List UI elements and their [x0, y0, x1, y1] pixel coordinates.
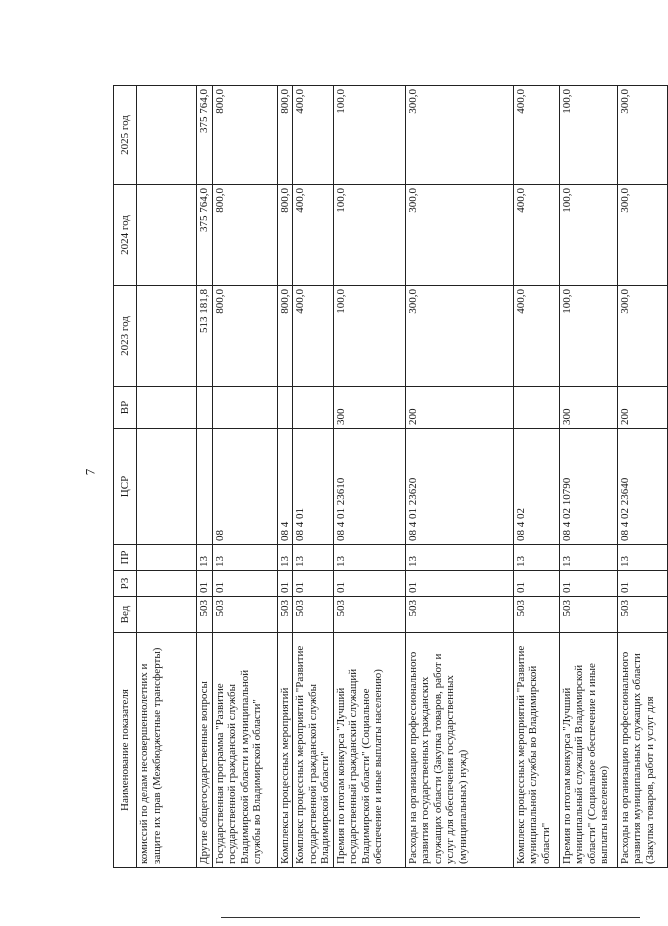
- table-row: [277, 86, 293, 868]
- cell-name: Государственная программа "Развитие государственной гражданской службы Владимирской области и муниципальной службы во Владимирской области": [212, 633, 277, 868]
- cell-ved: [137, 597, 197, 633]
- cell-2023: 400,0: [293, 286, 334, 387]
- cell-ved: 503: [513, 597, 559, 633]
- cell-vr: [212, 387, 277, 429]
- cell-2025: 300,0: [405, 86, 513, 185]
- cell-vr: [137, 387, 197, 429]
- cell-name: Комплексы процессных мероприятий: [277, 633, 293, 868]
- header-csr: ЦСР: [114, 429, 137, 545]
- cell-ved: 503: [405, 597, 513, 633]
- budget-table-container: [113, 86, 656, 868]
- cell-vr: 200: [617, 387, 667, 429]
- cell-rz: 01: [293, 571, 334, 597]
- cell-2023: 800,0: [212, 286, 277, 387]
- cell-vr: 300: [559, 387, 617, 429]
- cell-vr: [197, 387, 213, 429]
- cell-csr: 08 4: [277, 429, 293, 545]
- cell-rz: [137, 571, 197, 597]
- cell-vr: [277, 387, 293, 429]
- cell-vr: 200: [405, 387, 513, 429]
- cell-2023: 100,0: [559, 286, 617, 387]
- cell-name: Расходы на организацию профессионального развития государственных гражданских служащих области (Закупка товаров, работ и услуг для обеспечения государственных (муниципальных) нужд): [405, 633, 513, 868]
- table-row: [405, 86, 513, 868]
- cell-csr: 08 4 02 23640: [617, 429, 667, 545]
- cell-rz: 01: [212, 571, 277, 597]
- cell-pr: 13: [405, 545, 513, 571]
- cell-2024: [137, 185, 197, 286]
- cell-2024: 100,0: [333, 185, 405, 286]
- cell-rz: 01: [277, 571, 293, 597]
- cell-rz: 01: [617, 571, 667, 597]
- cell-ved: 503: [333, 597, 405, 633]
- cell-pr: 13: [212, 545, 277, 571]
- table-row: [137, 86, 197, 868]
- header-2025: 2025 год: [114, 86, 137, 185]
- cell-pr: 13: [617, 545, 667, 571]
- cell-pr: 13: [277, 545, 293, 571]
- table-row: [293, 86, 334, 868]
- cell-name: Премия по итогам конкурса "Лучший государственный гражданский служащий Владимирской области" (Социальное обеспечение и иные выплаты населению): [333, 633, 405, 868]
- cell-2023: 100,0: [333, 286, 405, 387]
- cell-2025: 400,0: [513, 86, 559, 185]
- table-header-row: [114, 86, 137, 868]
- header-2023: 2023 год: [114, 286, 137, 387]
- cell-rz: 01: [513, 571, 559, 597]
- table-row: [197, 86, 213, 868]
- cell-2024: 300,0: [405, 185, 513, 286]
- cell-vr: 300: [333, 387, 405, 429]
- cell-ved: 503: [617, 597, 667, 633]
- cell-ved: 503: [277, 597, 293, 633]
- table-body: [137, 86, 668, 868]
- cell-csr: 08 4 02 10790: [559, 429, 617, 545]
- bottom-rule: [221, 917, 640, 918]
- cell-csr: 08 4 01 23610: [333, 429, 405, 545]
- cell-name: Другие общегосударственные вопросы: [197, 633, 213, 868]
- cell-rz: 01: [333, 571, 405, 597]
- header-name: Наименование показателя: [114, 633, 137, 868]
- cell-csr: 08 4 01 23620: [405, 429, 513, 545]
- cell-csr: 08 4 02: [513, 429, 559, 545]
- cell-2024: 375 764,0: [197, 185, 213, 286]
- header-rz: РЗ: [114, 571, 137, 597]
- cell-pr: 13: [293, 545, 334, 571]
- cell-vr: [293, 387, 334, 429]
- cell-2023: 800,0: [277, 286, 293, 387]
- cell-2023: [137, 286, 197, 387]
- cell-2024: 400,0: [513, 185, 559, 286]
- cell-2025: 100,0: [333, 86, 405, 185]
- cell-pr: 13: [197, 545, 213, 571]
- cell-2025: 300,0: [617, 86, 667, 185]
- cell-pr: 13: [333, 545, 405, 571]
- table-row: [212, 86, 277, 868]
- cell-ved: 503: [212, 597, 277, 633]
- cell-name: Премия по итогам конкурса "Лучший муниципальный служащий Владимирской области" (Социальное обеспечение и иные выплаты населению): [559, 633, 617, 868]
- page-number: 7: [82, 468, 98, 476]
- cell-pr: 13: [513, 545, 559, 571]
- cell-2025: 375 764,0: [197, 86, 213, 185]
- header-2024: 2024 год: [114, 185, 137, 286]
- cell-csr: 08 4 01: [293, 429, 334, 545]
- cell-rz: 01: [197, 571, 213, 597]
- cell-2024: 800,0: [212, 185, 277, 286]
- cell-name: Комплекс процессных мероприятий "Развитие государственной гражданской службы Владимирской области": [293, 633, 334, 868]
- budget-table: [113, 85, 668, 868]
- cell-name: Расходы на организацию профессионального развития муниципальных служащих области (Закупка товаров, работ и услуг для: [617, 633, 667, 868]
- cell-name: Комплекс процессных мероприятий "Развитие муниципальной службы во Владимирской области": [513, 633, 559, 868]
- cell-2024: 300,0: [617, 185, 667, 286]
- cell-2024: 800,0: [277, 185, 293, 286]
- cell-vr: [513, 387, 559, 429]
- cell-2025: 800,0: [212, 86, 277, 185]
- cell-2024: 400,0: [293, 185, 334, 286]
- table-row: [559, 86, 617, 868]
- cell-2025: 100,0: [559, 86, 617, 185]
- cell-2025: 800,0: [277, 86, 293, 185]
- cell-2025: 400,0: [293, 86, 334, 185]
- table-row: [513, 86, 559, 868]
- cell-rz: 01: [559, 571, 617, 597]
- cell-ved: 503: [293, 597, 334, 633]
- header-pr: ПР: [114, 545, 137, 571]
- cell-2023: 400,0: [513, 286, 559, 387]
- cell-2023: 300,0: [617, 286, 667, 387]
- table-row: [333, 86, 405, 868]
- cell-pr: 13: [559, 545, 617, 571]
- cell-pr: [137, 545, 197, 571]
- cell-csr: 08: [212, 429, 277, 545]
- cell-csr: [137, 429, 197, 545]
- header-ved: Вед: [114, 597, 137, 633]
- table-row: [617, 86, 667, 868]
- cell-2023: 513 181,8: [197, 286, 213, 387]
- cell-2024: 100,0: [559, 185, 617, 286]
- cell-ved: 503: [197, 597, 213, 633]
- cell-2025: [137, 86, 197, 185]
- cell-name: комиссий по делам несовершеннолетних и защите их прав (Межбюджетные трансферты): [137, 633, 197, 868]
- cell-ved: 503: [559, 597, 617, 633]
- header-vr: ВР: [114, 387, 137, 429]
- cell-rz: 01: [405, 571, 513, 597]
- cell-csr: [197, 429, 213, 545]
- cell-2023: 300,0: [405, 286, 513, 387]
